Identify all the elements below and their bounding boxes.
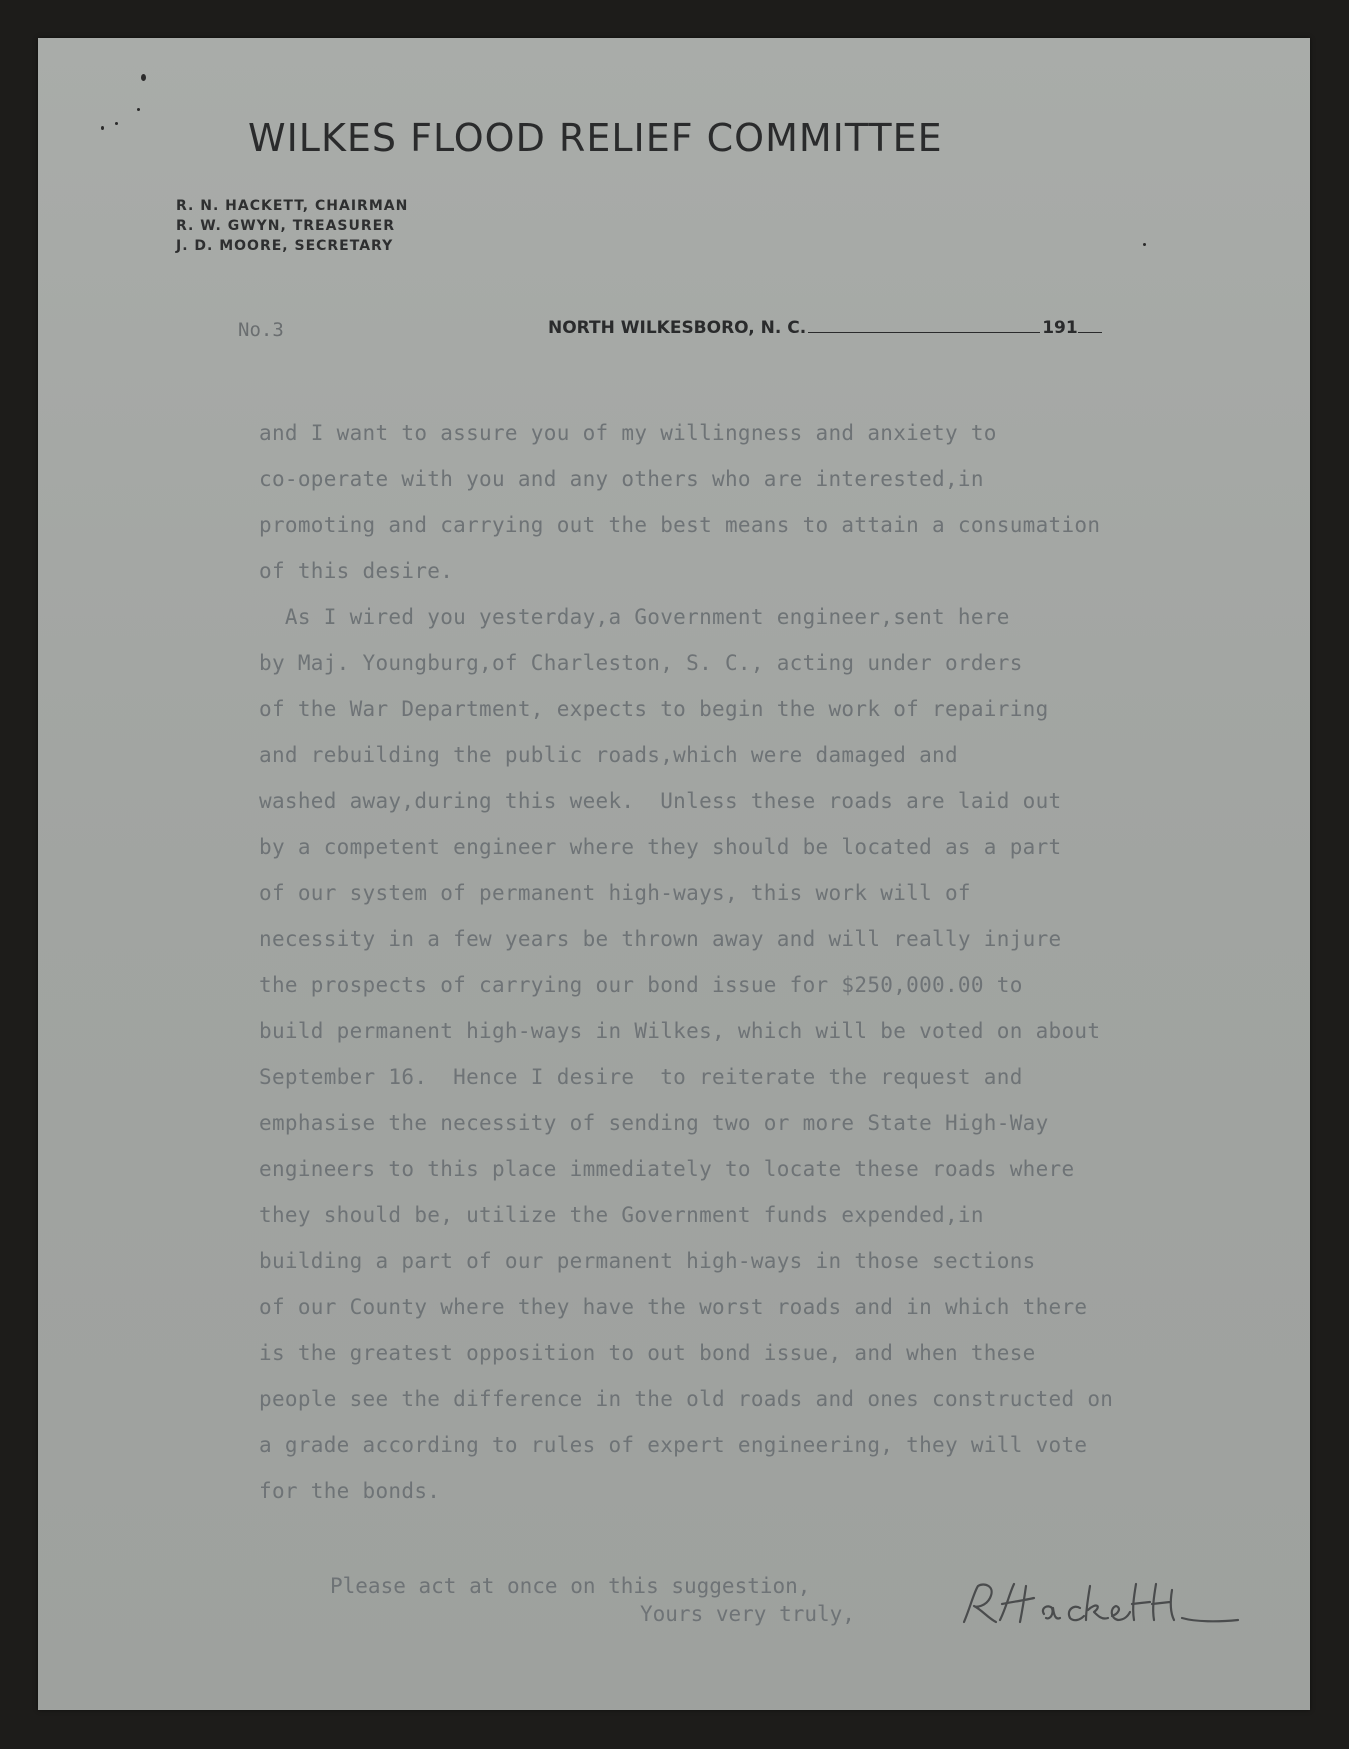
body-line: of the War Department, expects to begin the work of repairing [259, 697, 1049, 721]
date-rule [808, 332, 1040, 333]
body-line: co-operate with you and any others who are interested,in [259, 467, 984, 491]
ink-speck [115, 122, 118, 125]
body-line: promoting and carrying out the best means to attain a consumation [259, 513, 1101, 537]
body-line: and rebuilding the public roads,which were damaged and [259, 743, 958, 767]
body-line: for the bonds. [259, 1479, 441, 1503]
body-line: by a competent engineer where they should be located as a part [259, 835, 1062, 859]
letter-page [38, 38, 1310, 1710]
year-rule [1078, 332, 1102, 333]
body-line: September 16. Hence I desire to reiterate the request and [259, 1065, 1023, 1089]
body-line: people see the difference in the old roads and ones constructed on [259, 1387, 1114, 1411]
place-date-line [548, 318, 1208, 338]
letter-body [259, 410, 1259, 1514]
body-line: emphasise the necessity of sending two or more State High-Way [259, 1111, 1049, 1135]
ink-speck [101, 126, 104, 130]
body-line: of our system of permanent high-ways, this work will of [259, 881, 971, 905]
body-line: washed away,during this week. Unless these roads are laid out [259, 789, 1062, 813]
body-line: is the greatest opposition to out bond issue, and when these [259, 1341, 1036, 1365]
body-line: building a part of our permanent high-ways in those sections [259, 1249, 1036, 1273]
officer-chairman: R. N. HACKETT, CHAIRMAN [176, 198, 409, 214]
letterhead-officers [176, 196, 408, 256]
body-line: the prospects of carrying our bond issue for $250,000.00 to [259, 973, 1023, 997]
body-line: As I wired you yesterday,a Government engineer,sent here [259, 605, 1010, 629]
document-number: No.3 [238, 319, 284, 341]
body-line: engineers to this place immediately to locate these roads where [259, 1157, 1075, 1181]
officer-secretary: J. D. MOORE, SECRETARY [176, 238, 394, 254]
year-prefix: 191 [1042, 318, 1078, 338]
closing-valediction: Yours very truly, [640, 1602, 855, 1626]
handwritten-signature [956, 1578, 1256, 1630]
place-name: NORTH WILKESBORO, N. C. [548, 318, 807, 338]
body-line: by Maj. Youngburg,of Charleston, S. C., acting under orders [259, 651, 1023, 675]
ink-speck [141, 74, 146, 81]
letter-closing [330, 1572, 855, 1628]
body-line: of our County where they have the worst roads and in which there [259, 1295, 1088, 1319]
ink-speck [137, 108, 140, 111]
body-line: necessity in a few years be thrown away and will really injure [259, 927, 1062, 951]
officer-treasurer: R. W. GWYN, TREASURER [176, 218, 396, 234]
body-line: of this desire. [259, 559, 454, 583]
closing-request: Please act at once on this suggestion, [330, 1574, 811, 1598]
body-line: they should be, utilize the Government funds expended,in [259, 1203, 984, 1227]
body-line: and I want to assure you of my willingness and anxiety to [259, 421, 997, 445]
body-line: build permanent high-ways in Wilkes, which will be voted on about [259, 1019, 1101, 1043]
ink-speck [1143, 243, 1146, 246]
letterhead-title: WILKES FLOOD RELIEF COMMITTEE [248, 116, 943, 160]
body-line: a grade according to rules of expert engineering, they will vote [259, 1433, 1088, 1457]
